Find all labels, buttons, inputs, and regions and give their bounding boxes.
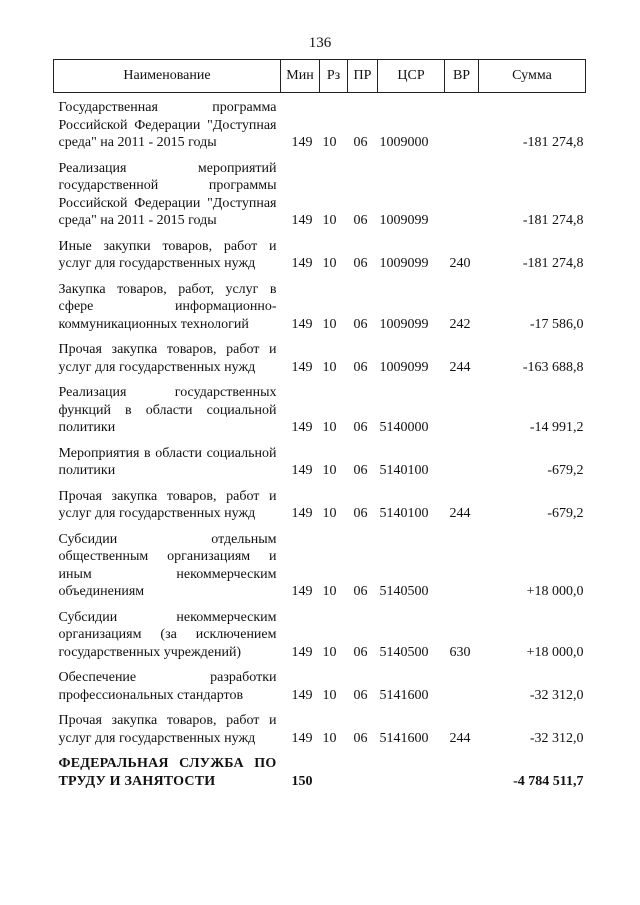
table-row <box>54 601 586 662</box>
row-vr <box>445 523 479 601</box>
header-vr: ВР <box>445 60 479 93</box>
row-pr: 06 <box>353 420 368 435</box>
row-vr <box>445 93 479 152</box>
row-vr: 242 <box>449 316 471 332</box>
row-min: 149 <box>291 135 313 150</box>
row-rz: 10 <box>322 316 337 332</box>
row-sum: -181 274,8 <box>522 135 584 150</box>
row-name: Прочая закупка товаров, работ и услуг для государственных нужд <box>58 342 277 375</box>
row-csr: 1009099 <box>379 359 429 375</box>
row-vr: 630 <box>449 644 471 660</box>
table-row-total <box>54 747 586 790</box>
table-row <box>54 333 586 376</box>
row-pr: 06 <box>353 463 368 478</box>
header-name: Наименование <box>54 60 281 93</box>
row-rz: 10 <box>322 420 337 435</box>
row-pr: 06 <box>353 316 368 332</box>
row-pr: 06 <box>353 687 368 703</box>
row-vr <box>445 376 479 437</box>
row-min: 149 <box>291 644 313 660</box>
row-csr: 1009099 <box>379 316 429 332</box>
budget-table <box>53 59 586 790</box>
row-name: Мероприятия в области социальной политики <box>58 445 277 478</box>
row-sum: -679,2 <box>547 463 584 478</box>
row-min: 149 <box>291 584 313 599</box>
row-sum: -32 312,0 <box>529 730 584 746</box>
row-csr: 5140100 <box>379 463 429 478</box>
row-rz: 10 <box>322 584 337 599</box>
row-min: 149 <box>291 506 313 521</box>
row-pr: 06 <box>353 584 368 599</box>
row-rz: 10 <box>322 135 337 150</box>
row-min: 150 <box>291 773 313 789</box>
row-rz: 10 <box>322 463 337 478</box>
row-sum: -181 274,8 <box>522 256 584 271</box>
row-min: 149 <box>291 213 313 228</box>
row-csr: 1009099 <box>379 213 429 228</box>
row-sum: +18 000,0 <box>526 644 584 660</box>
row-name: Государственная программа Российской Федерации "Доступная среда" на 2011 - 2015 годы <box>58 100 277 150</box>
header-rz: Рз <box>320 60 348 93</box>
row-csr: 5140000 <box>379 420 429 435</box>
row-csr: 5140500 <box>379 644 429 660</box>
row-rz: 10 <box>322 256 337 271</box>
row-csr: 5141600 <box>379 730 429 746</box>
header-pr: ПР <box>348 60 378 93</box>
page-number: 136 <box>308 35 332 51</box>
row-csr: 5141600 <box>379 687 429 703</box>
header-min: Мин <box>281 60 320 93</box>
row-rz: 10 <box>322 687 337 703</box>
row-name: Субсидии некоммерческим организациям (за исключением государственных учреждений) <box>58 609 277 660</box>
table-row <box>54 437 586 480</box>
row-sum: -679,2 <box>547 506 584 521</box>
row-rz: 10 <box>322 213 337 228</box>
table-row <box>54 93 586 152</box>
row-name: Прочая закупка товаров, работ и услуг для государственных нужд <box>58 488 277 521</box>
table-row <box>54 661 586 704</box>
row-min: 149 <box>291 463 313 478</box>
row-min: 149 <box>291 359 313 375</box>
row-sum: -32 312,0 <box>529 687 584 703</box>
row-sum: +18 000,0 <box>526 584 584 599</box>
row-vr <box>445 747 479 790</box>
row-name: Обеспечение разработки профессиональных стандартов <box>58 670 277 703</box>
row-sum: -181 274,8 <box>522 213 584 228</box>
row-min: 149 <box>291 420 313 435</box>
row-name: Закупка товаров, работ, услуг в сфере информационно-коммуникационных технологий <box>58 281 277 332</box>
row-name: Субсидии отдельным общественным организациям и иным некоммерческим объединениям <box>58 531 277 599</box>
row-name: ФЕДЕРАЛЬНАЯ СЛУЖБА ПО ТРУДУ И ЗАНЯТОСТИ <box>58 756 277 789</box>
table-row <box>54 273 586 334</box>
row-pr: 06 <box>353 730 368 746</box>
row-vr: 244 <box>449 730 471 746</box>
row-csr: 5140100 <box>379 506 429 521</box>
row-rz: 10 <box>322 644 337 660</box>
table-row <box>54 480 586 523</box>
row-vr <box>445 152 479 230</box>
row-csr: 1009000 <box>379 135 429 150</box>
row-csr: 5140500 <box>379 584 429 599</box>
row-pr: 06 <box>353 256 368 271</box>
row-rz: 10 <box>322 359 337 375</box>
header-sum: Сумма <box>479 60 586 93</box>
row-min: 149 <box>291 256 313 271</box>
row-name: Реализация государственных функций в области социальной политики <box>58 385 277 435</box>
row-sum: -17 586,0 <box>529 316 584 332</box>
row-min: 149 <box>291 316 313 332</box>
row-sum: -163 688,8 <box>522 359 584 375</box>
row-vr: 244 <box>449 359 471 375</box>
row-name: Реализация мероприятий государственной программы Российской Федерации "Доступная среда" на 2011 - 2015 годы <box>58 160 277 228</box>
row-pr: 06 <box>353 644 368 660</box>
row-pr: 06 <box>353 359 368 375</box>
row-name: Иные закупки товаров, работ и услуг для государственных нужд <box>58 238 277 271</box>
header-csr: ЦСР <box>378 60 445 93</box>
row-rz <box>320 747 348 790</box>
row-csr: 1009099 <box>379 256 429 271</box>
row-sum: -4 784 511,7 <box>513 773 584 789</box>
row-vr: 244 <box>449 506 471 521</box>
row-name: Прочая закупка товаров, работ и услуг для государственных нужд <box>58 713 277 746</box>
row-sum: -14 991,2 <box>529 420 584 435</box>
row-vr <box>445 661 479 704</box>
row-vr <box>445 437 479 480</box>
row-pr: 06 <box>353 506 368 521</box>
table-header-row <box>54 60 586 93</box>
table-row <box>54 704 586 747</box>
row-pr: 06 <box>353 135 368 150</box>
row-vr: 240 <box>449 256 471 271</box>
row-rz: 10 <box>322 730 337 746</box>
table-row <box>54 152 586 230</box>
row-min: 149 <box>291 687 313 703</box>
row-rz: 10 <box>322 506 337 521</box>
table-row <box>54 230 586 273</box>
row-pr <box>348 747 378 790</box>
table-row <box>54 523 586 601</box>
row-csr <box>378 747 445 790</box>
row-min: 149 <box>291 730 313 746</box>
row-pr: 06 <box>353 213 368 228</box>
table-row <box>54 376 586 437</box>
